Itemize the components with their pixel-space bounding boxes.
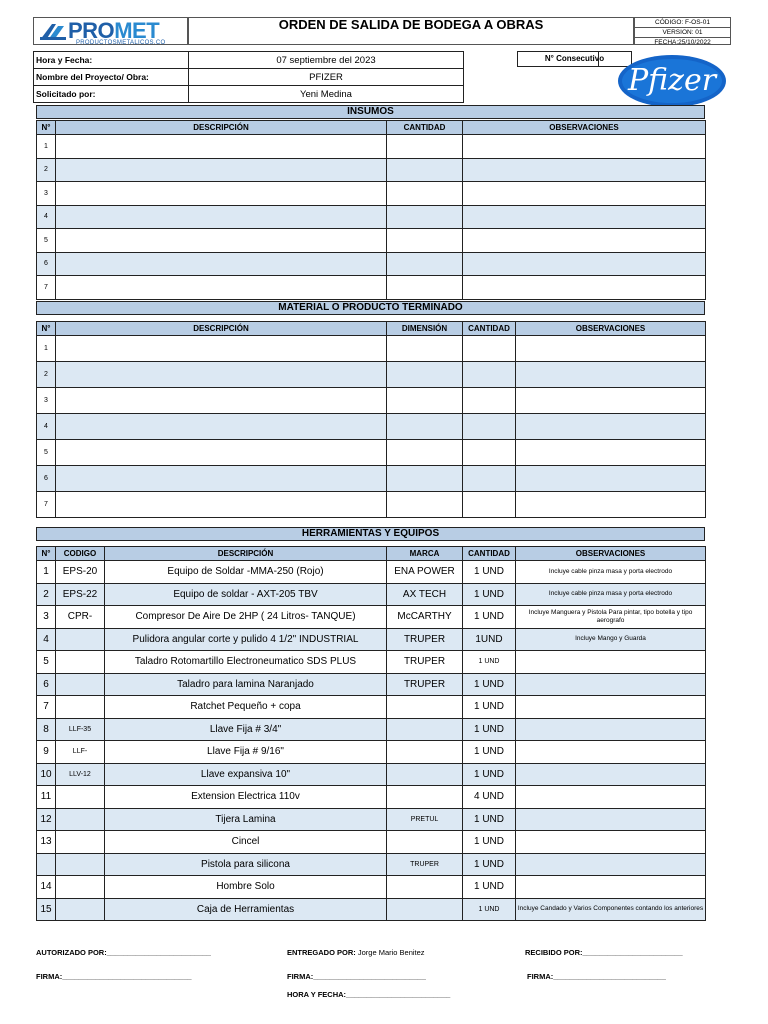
code-cell[interactable]: LLF- (56, 741, 105, 764)
code-cell[interactable] (56, 853, 105, 876)
quantity-cell[interactable] (463, 336, 516, 362)
table-row (37, 718, 706, 741)
observations-cell[interactable] (516, 831, 706, 854)
row-number: 1 (37, 561, 56, 584)
observations-cell[interactable] (516, 492, 706, 518)
brand-cell[interactable]: TRUPER (387, 628, 463, 651)
row-number (37, 853, 56, 876)
quantity-cell[interactable] (463, 388, 516, 414)
description-cell[interactable]: Pistola para silicona (105, 853, 387, 876)
quantity-cell[interactable]: 1 UND (463, 853, 516, 876)
delivered-by-line[interactable] (287, 948, 425, 957)
brand-cell[interactable] (387, 898, 463, 921)
code-cell[interactable]: LLF-35 (56, 718, 105, 741)
description-cell[interactable]: Taladro Rotomartillo Electroneumatico SDS PLUS (105, 651, 387, 674)
table-row (37, 583, 706, 606)
quantity-cell[interactable] (463, 362, 516, 388)
observations-cell[interactable] (463, 158, 706, 182)
observations-cell[interactable]: Incluye Manguera y Pistola Para pintar, tipo botella y tipo aerografo (516, 606, 706, 629)
row-number: 12 (37, 808, 56, 831)
date-label: Hora y Fecha: (34, 52, 189, 69)
brand-cell[interactable] (387, 718, 463, 741)
document-code-box (634, 17, 731, 45)
logo-subtitle: PRODUCTOSMETALICOS.CO (76, 40, 166, 45)
table-row (37, 741, 706, 764)
material-header-observations: OBSERVACIONES (516, 322, 706, 336)
description-cell[interactable]: Llave Fija # 3/4" (105, 718, 387, 741)
quantity-cell[interactable] (387, 135, 463, 159)
tools-header-quantity: CANTIDAD (463, 547, 516, 561)
table-row (37, 786, 706, 809)
material-header-num: N° (37, 322, 56, 336)
table-row (37, 205, 706, 229)
code-cell[interactable] (56, 628, 105, 651)
row-number: 2 (37, 158, 56, 182)
table-row (37, 414, 706, 440)
observations-cell[interactable] (516, 466, 706, 492)
material-header-quantity: CANTIDAD (463, 322, 516, 336)
table-row (37, 492, 706, 518)
code-cell[interactable] (56, 898, 105, 921)
insumos-section-title: INSUMOS (36, 105, 705, 119)
info-table (33, 51, 464, 103)
quantity-cell[interactable] (387, 276, 463, 300)
material-section-title: MATERIAL O PRODUCTO TERMINADO (36, 301, 705, 315)
signature-line-delivered[interactable]: FIRMA:___________________________ (287, 972, 426, 981)
code-cell[interactable] (56, 673, 105, 696)
quantity-cell[interactable] (463, 440, 516, 466)
material-header-dimension: DIMENSIÓN (387, 322, 463, 336)
description-cell[interactable] (56, 440, 387, 466)
table-row (37, 252, 706, 276)
observations-cell[interactable] (516, 651, 706, 674)
observations-cell[interactable]: Incluye cable pinza masa y porta electrodo (516, 561, 706, 584)
observations-cell[interactable] (463, 135, 706, 159)
project-label: Nombre del Proyecto/ Obra: (34, 69, 189, 86)
row-number: 7 (37, 696, 56, 719)
row-number: 7 (37, 492, 56, 518)
description-cell[interactable] (56, 414, 387, 440)
row-number: 14 (37, 876, 56, 899)
description-cell[interactable]: Pulidora angular corte y pulido 4 1/2" INDUSTRIAL (105, 628, 387, 651)
row-number: 3 (37, 388, 56, 414)
description-cell[interactable] (56, 205, 387, 229)
observations-cell[interactable] (516, 414, 706, 440)
quantity-cell[interactable]: 1 UND (463, 763, 516, 786)
row-number: 4 (37, 414, 56, 440)
observations-cell[interactable] (516, 336, 706, 362)
pfizer-logo (617, 54, 727, 108)
tools-header-brand: MARCA (387, 547, 463, 561)
logo-text-met: MET (114, 18, 160, 43)
table-row (37, 628, 706, 651)
brand-cell[interactable] (387, 696, 463, 719)
description-cell[interactable] (56, 229, 387, 253)
row-number: 5 (37, 651, 56, 674)
quantity-cell[interactable]: 1 UND (463, 651, 516, 674)
row-number: 1 (37, 135, 56, 159)
table-row (37, 763, 706, 786)
brand-cell[interactable]: AX TECH (387, 583, 463, 606)
table-row (37, 229, 706, 253)
description-cell[interactable]: Equipo de soldar - AXT-205 TBV (105, 583, 387, 606)
table-row (37, 561, 706, 584)
brand-cell[interactable] (387, 741, 463, 764)
table-row (37, 831, 706, 854)
quantity-cell[interactable] (387, 252, 463, 276)
observations-cell[interactable] (516, 718, 706, 741)
row-number: 2 (37, 583, 56, 606)
table-row (37, 651, 706, 674)
row-number: 4 (37, 205, 56, 229)
tools-header-observations: OBSERVACIONES (516, 547, 706, 561)
description-cell[interactable]: Tijera Lamina (105, 808, 387, 831)
insumos-header-description: DESCRIPCIÓN (56, 121, 387, 135)
row-number: 11 (37, 786, 56, 809)
quantity-cell[interactable]: 1 UND (463, 718, 516, 741)
observations-cell[interactable] (516, 853, 706, 876)
code-cell[interactable]: EPS-20 (56, 561, 105, 584)
quantity-cell[interactable]: 1 UND (463, 696, 516, 719)
table-row (37, 135, 706, 159)
observations-cell[interactable] (516, 741, 706, 764)
tools-header-description: DESCRIPCIÓN (105, 547, 387, 561)
code-cell[interactable] (56, 696, 105, 719)
delivered-by-value: Jorge Mario Benitez (357, 948, 425, 957)
quantity-cell[interactable] (387, 182, 463, 206)
signature-line-authorized[interactable]: FIRMA:_______________________________ (36, 972, 192, 981)
row-number: 6 (37, 466, 56, 492)
brand-cell[interactable] (387, 831, 463, 854)
table-row (37, 898, 706, 921)
row-number: 13 (37, 831, 56, 854)
table-row (37, 876, 706, 899)
row-number: 9 (37, 741, 56, 764)
dimension-cell[interactable] (387, 388, 463, 414)
insumos-table (36, 120, 706, 300)
observations-cell[interactable] (516, 876, 706, 899)
table-row (37, 182, 706, 206)
requester-value[interactable]: Yeni Medina (189, 86, 464, 103)
description-cell[interactable] (56, 276, 387, 300)
material-table (36, 321, 706, 518)
table-row (37, 606, 706, 629)
description-cell[interactable] (56, 388, 387, 414)
quantity-cell[interactable] (387, 229, 463, 253)
row-number: 6 (37, 673, 56, 696)
quantity-cell[interactable]: 1 UND (463, 898, 516, 921)
code-cell[interactable]: LLV-12 (56, 763, 105, 786)
description-cell[interactable] (56, 158, 387, 182)
description-cell[interactable] (56, 492, 387, 518)
document-code: CÓDIGO: F-OS-01 (635, 18, 730, 28)
dimension-cell[interactable] (387, 414, 463, 440)
row-number: 7 (37, 276, 56, 300)
brand-cell[interactable]: PRETUL (387, 808, 463, 831)
quantity-cell[interactable]: 1 UND (463, 808, 516, 831)
table-row (37, 673, 706, 696)
received-by-line[interactable]: RECIBIDO POR:________________________ (525, 948, 683, 957)
table-row (37, 276, 706, 300)
code-cell[interactable]: CPR- (56, 606, 105, 629)
brand-cell[interactable]: ENA POWER (387, 561, 463, 584)
dimension-cell[interactable] (387, 362, 463, 388)
observations-cell[interactable] (516, 362, 706, 388)
quantity-cell[interactable] (387, 205, 463, 229)
row-number: 3 (37, 182, 56, 206)
observations-cell[interactable] (516, 786, 706, 809)
code-cell[interactable] (56, 808, 105, 831)
dimension-cell[interactable] (387, 440, 463, 466)
row-number: 3 (37, 606, 56, 629)
brand-cell[interactable]: TRUPER (387, 853, 463, 876)
code-cell[interactable] (56, 651, 105, 674)
code-cell[interactable] (56, 786, 105, 809)
description-cell[interactable]: Cincel (105, 831, 387, 854)
brand-cell[interactable]: TRUPER (387, 651, 463, 674)
quantity-cell[interactable]: 1 UND (463, 741, 516, 764)
quantity-cell[interactable]: 1 UND (463, 561, 516, 584)
quantity-cell[interactable]: 1 UND (463, 606, 516, 629)
brand-cell[interactable] (387, 876, 463, 899)
description-cell[interactable]: Equipo de Soldar -MMA-250 (Rojo) (105, 561, 387, 584)
table-row (37, 388, 706, 414)
quantity-cell[interactable]: 1 UND (463, 831, 516, 854)
row-number: 8 (37, 718, 56, 741)
observations-cell[interactable] (516, 440, 706, 466)
row-number: 6 (37, 252, 56, 276)
brand-cell[interactable] (387, 763, 463, 786)
row-number: 5 (37, 229, 56, 253)
description-cell[interactable]: Caja de Herramientas (105, 898, 387, 921)
description-cell[interactable]: Compresor De Aire De 2HP ( 24 Litros- TANQUE) (105, 606, 387, 629)
tools-table (36, 546, 706, 921)
pfizer-logo-text: Pfizer (627, 63, 717, 98)
signature-line-received[interactable]: FIRMA:___________________________ (527, 972, 666, 981)
title-box (188, 17, 634, 45)
quantity-cell[interactable] (463, 466, 516, 492)
observations-cell[interactable] (516, 808, 706, 831)
insumos-header-quantity: CANTIDAD (387, 121, 463, 135)
row-number: 2 (37, 362, 56, 388)
description-cell[interactable]: Extension Electrica 110v (105, 786, 387, 809)
consecutive-label: N° Consecutivo (544, 54, 605, 63)
observations-cell[interactable] (516, 763, 706, 786)
description-cell[interactable]: Ratchet Pequeño + copa (105, 696, 387, 719)
observations-cell[interactable]: Incluye Mango y Guarda (516, 628, 706, 651)
quantity-cell[interactable]: 4 UND (463, 786, 516, 809)
authorized-by-line[interactable]: AUTORIZADO POR:_________________________ (36, 948, 211, 957)
table-row (37, 466, 706, 492)
date-value[interactable]: 07 septiembre del 2023 (189, 52, 464, 69)
observations-cell[interactable] (463, 276, 706, 300)
quantity-cell[interactable] (387, 158, 463, 182)
description-cell[interactable]: Llave Fija # 9/16" (105, 741, 387, 764)
insumos-header-num: N° (37, 121, 56, 135)
description-cell[interactable] (56, 182, 387, 206)
observations-cell[interactable] (516, 673, 706, 696)
observations-cell[interactable] (516, 696, 706, 719)
tools-header-code: CODIGO (56, 547, 105, 561)
observations-cell[interactable] (463, 205, 706, 229)
row-number: 5 (37, 440, 56, 466)
table-row (37, 808, 706, 831)
observations-cell[interactable] (463, 252, 706, 276)
description-cell[interactable]: Taladro para lamina Naranjado (105, 673, 387, 696)
observations-cell[interactable] (516, 388, 706, 414)
dimension-cell[interactable] (387, 492, 463, 518)
quantity-cell[interactable]: 1 UND (463, 583, 516, 606)
quantity-cell[interactable]: 1 UND (463, 876, 516, 899)
code-cell[interactable] (56, 876, 105, 899)
datetime-line[interactable]: HORA Y FECHA:_________________________ (287, 990, 451, 999)
code-cell[interactable] (56, 831, 105, 854)
code-cell[interactable]: EPS-22 (56, 583, 105, 606)
promet-logo-mark-icon (38, 20, 68, 42)
document-version: VERSION: 01 (635, 28, 730, 38)
description-cell[interactable]: Llave expansiva 10" (105, 763, 387, 786)
row-number: 1 (37, 336, 56, 362)
dimension-cell[interactable] (387, 336, 463, 362)
logo-text-pro: PRO (68, 18, 115, 43)
document-date: FECHA:25/10/2022 (654, 39, 711, 46)
brand-cell[interactable]: McCARTHY (387, 606, 463, 629)
quantity-cell[interactable] (463, 414, 516, 440)
observations-cell[interactable] (463, 229, 706, 253)
table-row (37, 696, 706, 719)
description-cell[interactable]: Hombre Solo (105, 876, 387, 899)
dimension-cell[interactable] (387, 466, 463, 492)
quantity-cell[interactable]: 1UND (463, 628, 516, 651)
observations-cell[interactable] (463, 182, 706, 206)
requester-label: Solicitado por: (34, 86, 189, 103)
description-cell[interactable] (56, 135, 387, 159)
table-row (37, 336, 706, 362)
insumos-header-observations: OBSERVACIONES (463, 121, 706, 135)
table-row (37, 158, 706, 182)
brand-cell[interactable] (387, 786, 463, 809)
quantity-cell[interactable] (463, 492, 516, 518)
row-number: 4 (37, 628, 56, 651)
row-number: 10 (37, 763, 56, 786)
row-number: 15 (37, 898, 56, 921)
delivered-by-label: ENTREGADO POR: (287, 948, 356, 957)
observations-cell[interactable]: Incluye cable pinza masa y porta electrodo (516, 583, 706, 606)
tools-header-num: N° (37, 547, 56, 561)
document-title: ORDEN DE SALIDA DE BODEGA A OBRAS (278, 17, 544, 32)
description-cell[interactable] (56, 252, 387, 276)
description-cell[interactable] (56, 362, 387, 388)
table-row (37, 853, 706, 876)
promet-logo (33, 17, 188, 45)
observations-cell[interactable]: Incluye Candado y Varios Componentes contando los anteriores (516, 898, 706, 921)
description-cell[interactable] (56, 336, 387, 362)
project-value[interactable]: PFIZER (189, 69, 464, 86)
tools-section-title: HERRAMIENTAS Y EQUIPOS (36, 527, 705, 541)
quantity-cell[interactable]: 1 UND (463, 673, 516, 696)
table-row (37, 362, 706, 388)
description-cell[interactable] (56, 466, 387, 492)
brand-cell[interactable]: TRUPER (387, 673, 463, 696)
material-header-description: DESCRIPCIÓN (56, 322, 387, 336)
table-row (37, 440, 706, 466)
